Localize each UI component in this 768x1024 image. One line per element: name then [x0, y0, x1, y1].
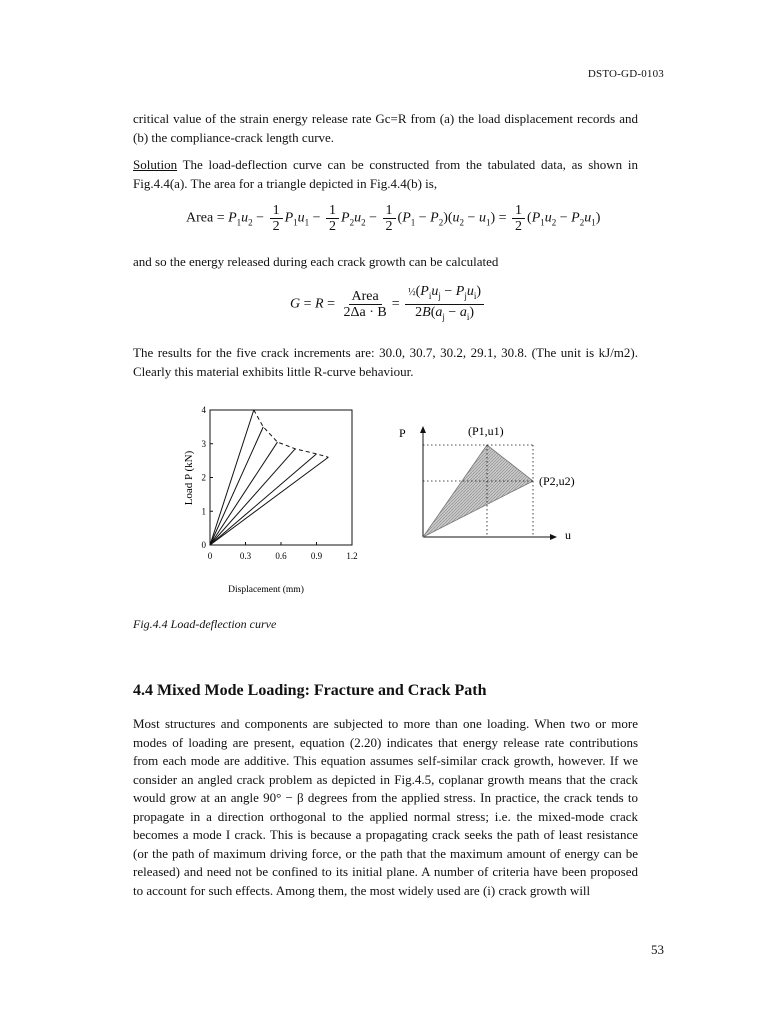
- triangle-area-diagram: [385, 415, 585, 555]
- y-tick-label: 4: [201, 405, 206, 415]
- x-tick-label: 0.9: [310, 551, 323, 561]
- page-number: 53: [651, 942, 664, 957]
- area-equation-label: Area: [186, 210, 214, 226]
- section-body: Most structures and components are subjected to more than one loading. When two or more modes of loading are present, equation (2.20) indicates that energy release rate contributions from each mode are additive. This equation assumes self-similar crack growth, however. If we consider an angled crack problem as depicted in Fig.4.5, coplanar growth means that the crack would grow at an angle 90° − β degrees from the applied stress. In practice, the crack tends to propagate in a direction orthogonal to the applied normal stress; i.e. the mixed-mode crack becomes a mode I crack. This is because a propagating crack seeks the path of least resistance (or the path of maximum driving force, or the path that the maximum amount of energy can be released) and need not be confined to its initial plane. A number of criteria have been proposed to account for such effects. Among them, the most widely used are (i) crack growth will: [133, 716, 638, 898]
- dashed-envelope: [254, 410, 329, 457]
- point2-label: (P2,u2): [539, 474, 575, 488]
- energy-equation-denominator: 2Δa · B: [343, 304, 387, 320]
- loading-line: [210, 442, 277, 545]
- document-id-header: DSTO-GD-0103: [587, 68, 664, 80]
- plot-frame: [210, 410, 352, 545]
- energy-equation: G = R = $\frac{\text{Area}}{2\Delta a \cdot B}$ = $\frac{\frac{1}{2}(P_iu_j - P_ju_i)}{2B(a_j - a_i)}$: [290, 284, 550, 325]
- figure-caption: Fig.4.4 Load-deflection curve: [133, 617, 277, 631]
- energy-equation-area: Area: [349, 289, 382, 305]
- x-tick-label: 1.2: [346, 551, 358, 561]
- intro-paragraph: critical value of the strain energy release rate Gc=R from (a) the load displacement records and (b) the compliance-crack length curve.: [133, 111, 638, 145]
- section-heading: 4.4 Mixed Mode Loading: Fracture and Crack Path: [133, 682, 487, 699]
- point1-label: (P1,u1): [468, 424, 504, 438]
- loading-lines: [210, 410, 328, 545]
- loading-line: [210, 410, 254, 545]
- y-tick-label: 1: [201, 506, 206, 517]
- p-axis-label: P: [399, 426, 406, 440]
- chart-ticks: [202, 405, 358, 561]
- u-axis-label: u: [565, 528, 571, 542]
- chart-xlabel: Displacement (mm): [228, 585, 304, 595]
- y-tick-label: 2: [201, 472, 206, 483]
- loading-line: [210, 457, 328, 545]
- x-tick-label: 0.6: [275, 551, 287, 561]
- energy-paragraph: and so the energy released during each crack growth can be calculated: [133, 254, 499, 269]
- solution-text: The load-deflection curve can be constructed from the tabulated data, as shown in Fig.4.4(a). The area for a triangle depicted in Fig.4.4(b) is,: [133, 157, 638, 191]
- loading-line: [210, 427, 263, 545]
- y-tick-label: 3: [201, 438, 206, 449]
- u-axis-arrow-icon: [550, 534, 557, 540]
- p-axis-arrow-icon: [420, 426, 426, 433]
- solution-label: Solution: [133, 157, 178, 172]
- area-equation: Area = $P_1u_2$ − $\frac{1}{2}$ $P_1u_1$ − $\frac{1}{2}$ $P_2u_2$ − $\frac{1}{2}$ $(P_1 - P_2)(u_2 - u_1)$ = $\frac{1}{2}$ $(P_1u_2 - P_2u_1)$: [186, 203, 601, 234]
- chart-ylabel: Load P (kN): [183, 450, 195, 506]
- results-paragraph: The results for the five crack increments are: 30.0, 30.7, 30.2, 29.1, 30.8. (The unit is kJ/m2). Clearly this material exhibits little R-curve behaviour.: [133, 345, 638, 379]
- x-tick-label: 0: [207, 551, 213, 561]
- x-tick-label: 0.3: [239, 551, 252, 561]
- y-tick-label: 0: [201, 540, 206, 550]
- loading-line: [210, 454, 317, 545]
- shaded-triangle: [423, 445, 533, 537]
- load-deflection-chart: [170, 400, 380, 600]
- loading-line: [210, 449, 295, 545]
- solution-paragraph: [133, 156, 638, 193]
